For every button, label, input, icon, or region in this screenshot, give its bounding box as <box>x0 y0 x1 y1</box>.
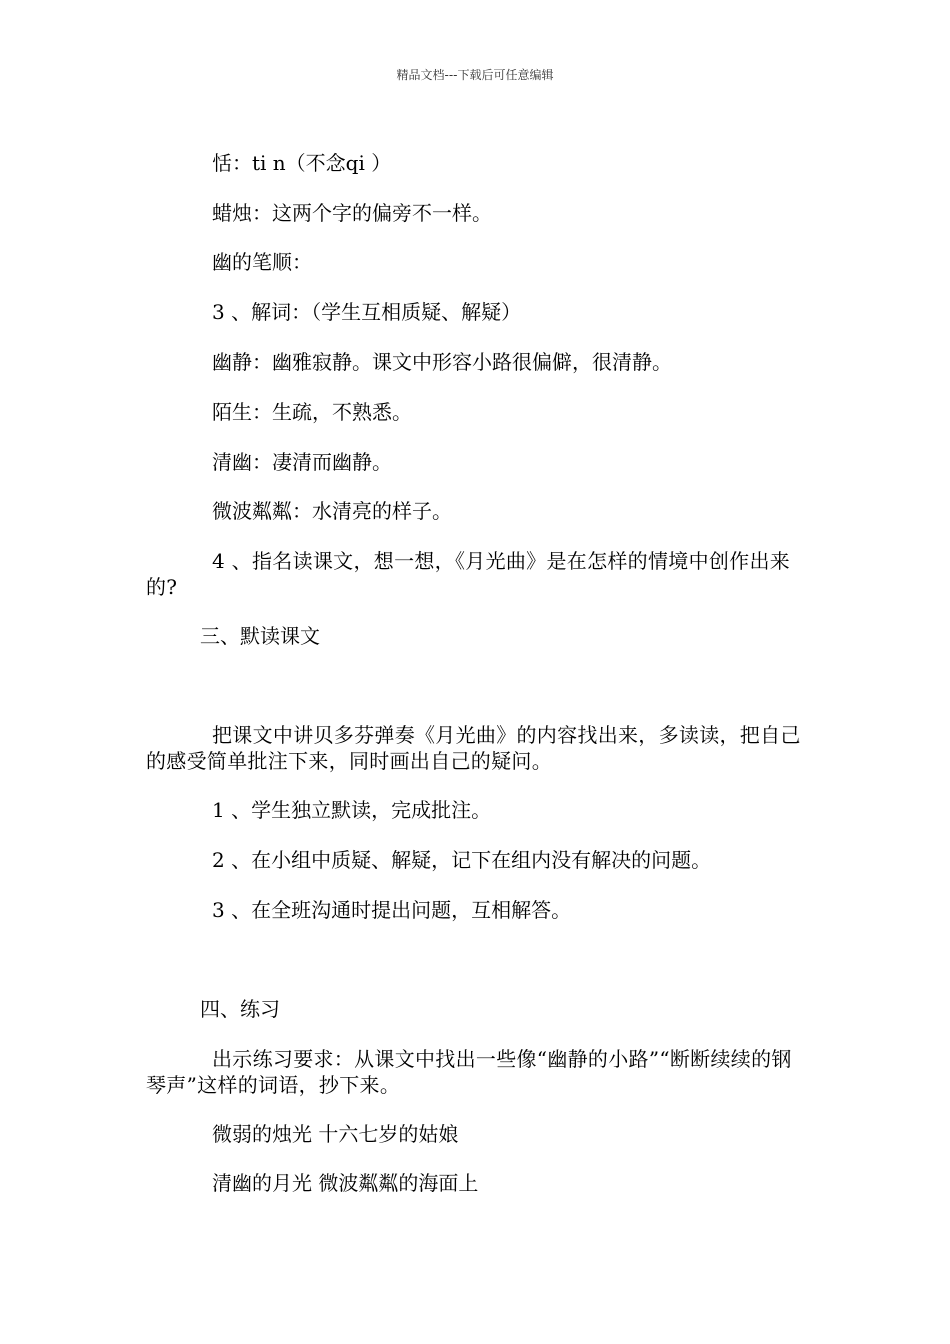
phrase-example: 微弱的烛光 十六七岁的姑娘 <box>212 1122 459 1146</box>
word-definition: 幽静：幽雅寂静。课文中形容小路很偏僻，很清静。 <box>212 350 672 374</box>
phrase-example: 清幽的月光 微波粼粼的海面上 <box>212 1171 479 1195</box>
silent-reading-instructions: 把课文中讲贝多芬弹奏《月光曲》的内容找出来，多读读，把自己的感受简单批注下来，同时画出自己的疑问。 <box>146 723 801 773</box>
word-definition: 陌生：生疏，不熟悉。 <box>212 400 412 424</box>
word-explanation-heading: 3 、解词：（学生互相质疑、解疑） <box>212 300 522 324</box>
step-item: 2 、在小组中质疑、解疑，记下在组内没有解决的问题。 <box>212 848 712 872</box>
section-heading-silent-reading: 三、默读课文 <box>200 624 320 648</box>
reading-question-paragraph: 4 、指名读课文，想一想，《月光曲》是在怎样的情境中创作出来的? <box>146 549 791 599</box>
section-heading-practice: 四、练习 <box>200 997 280 1021</box>
word-definition: 微波粼粼：水清亮的样子。 <box>212 499 452 523</box>
page-header: 精品文档---下载后可任意编辑 <box>396 68 554 82</box>
step-item: 1 、学生独立默读，完成批注。 <box>212 798 492 822</box>
pinyin-note: 恬：ti n（不念qi ） <box>212 151 392 175</box>
step-item: 3 、在全班沟通时提出问题，互相解答。 <box>212 898 572 922</box>
stroke-order-note: 幽的笔顺： <box>212 250 312 274</box>
radical-note: 蜡烛：这两个字的偏旁不一样。 <box>212 201 492 225</box>
word-definition: 清幽：凄清而幽静。 <box>212 450 392 474</box>
practice-requirement-paragraph: 出示练习要求：从课文中找出一些像“幽静的小路”“断断续续的钢琴声”这样的词语，抄下来。 <box>146 1047 792 1097</box>
